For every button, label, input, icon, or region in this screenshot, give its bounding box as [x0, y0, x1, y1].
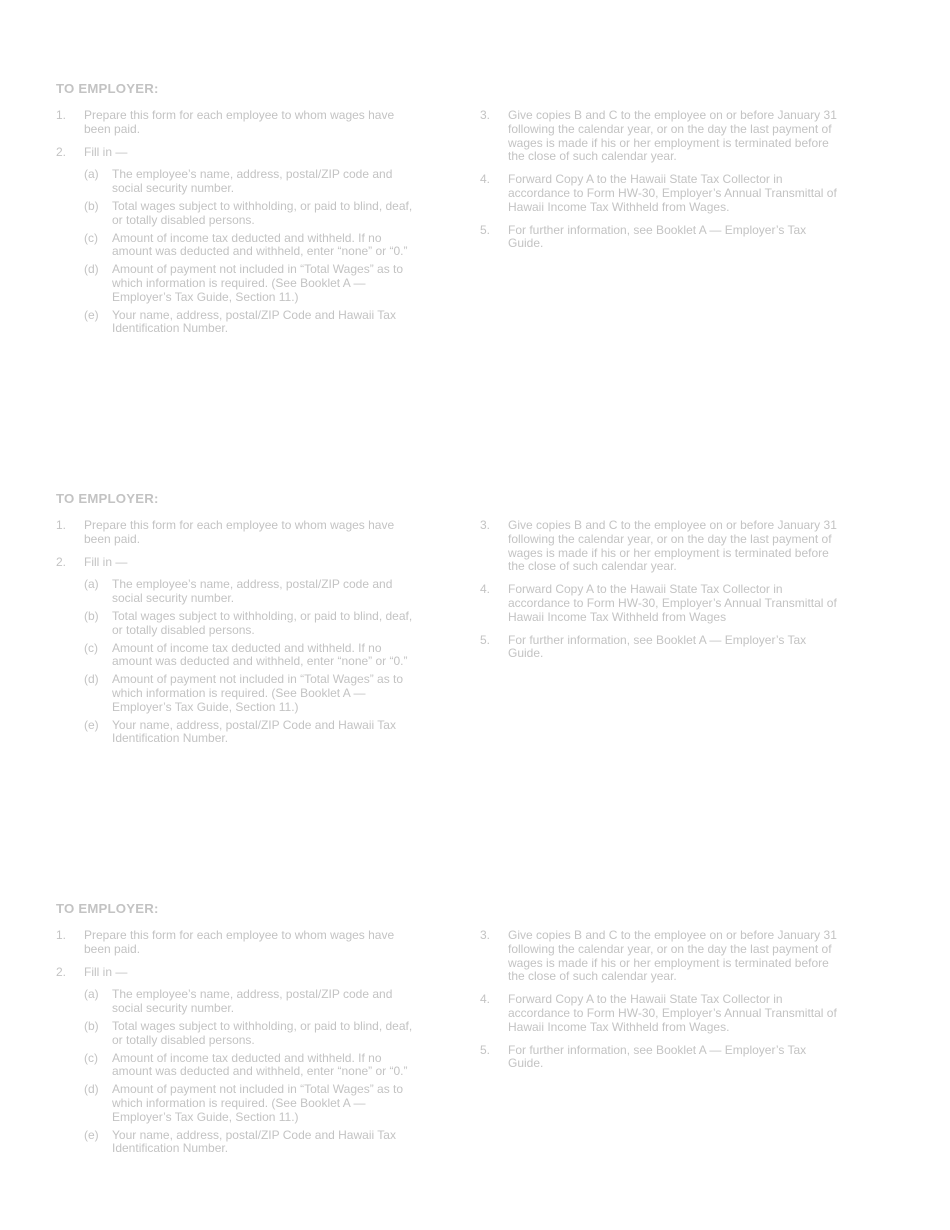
item-number: 5.	[480, 222, 491, 237]
item-number: 1.	[56, 928, 67, 942]
item-text: Fill in —	[84, 554, 128, 569]
item-number: 4.	[480, 992, 491, 1007]
sub-item-text: Amount of income tax deducted and withheld. If no amount was deducted and withheld, enter “none” or “0.”	[112, 1050, 408, 1079]
item-text: Prepare this form for each employee to whom wages have been paid.	[84, 928, 395, 956]
item-number: 3.	[480, 518, 491, 532]
item-text: For further information, see Booklet A — Employer’s Tax Guide.	[508, 222, 807, 251]
fill-in-sublist	[84, 988, 422, 1156]
sub-item-b	[84, 610, 422, 638]
sub-item-d	[84, 1083, 422, 1124]
fill-in-sublist	[84, 578, 422, 746]
sub-item-letter: (a)	[84, 987, 99, 1002]
sub-item-e	[84, 719, 422, 747]
item-number: 4.	[480, 172, 491, 187]
sub-item-text: The employee’s name, address, postal/ZIP code and social security number.	[112, 987, 393, 1016]
list-item-4	[480, 583, 840, 624]
sub-item-a	[84, 578, 422, 606]
list-item-3	[480, 519, 840, 574]
item-number: 4.	[480, 582, 491, 597]
sub-item-letter: (e)	[84, 1127, 99, 1142]
item-text: Prepare this form for each employee to whom wages have been paid.	[84, 518, 395, 546]
right-column	[480, 929, 840, 1080]
sub-item-d	[84, 673, 422, 714]
list-item-3	[480, 929, 840, 984]
item-number: 2.	[56, 554, 67, 569]
sub-item-text: Amount of payment not included in “Total Wages” as to which information is required. (See Booklet A — Employer’s Tax Guide, Section 11.)	[112, 1082, 404, 1124]
sub-item-text: Total wages subject to withholding, or paid to blind, deaf, or totally disabled persons.	[112, 608, 413, 637]
left-column	[56, 519, 422, 750]
item-number: 5.	[480, 632, 491, 647]
sub-item-letter: (b)	[84, 608, 99, 623]
sub-item-letter: (c)	[84, 640, 98, 655]
sub-item-e	[84, 1129, 422, 1157]
item-number: 3.	[480, 108, 491, 122]
sub-item-letter: (d)	[84, 262, 99, 277]
sub-item-a	[84, 988, 422, 1016]
item-number: 3.	[480, 928, 491, 942]
right-column	[480, 519, 840, 670]
instructions-section-3	[0, 902, 950, 1202]
sub-item-letter: (d)	[84, 672, 99, 687]
item-text: Fill in —	[84, 964, 128, 979]
sub-item-text: Amount of income tax deducted and withheld. If no amount was deducted and withheld, enter “none” or “0.”	[112, 640, 408, 669]
sub-item-letter: (c)	[84, 230, 98, 245]
instructions-section-1	[0, 82, 950, 382]
section-heading: TO EMPLOYER:	[56, 491, 159, 506]
left-column	[56, 109, 422, 340]
left-column	[56, 929, 422, 1160]
sub-item-text: Amount of payment not included in “Total Wages” as to which information is required. (See Booklet A — Employer’s Tax Guide, Section 11.)	[112, 672, 404, 714]
sub-item-c	[84, 642, 422, 670]
sub-item-letter: (c)	[84, 1050, 98, 1065]
sub-item-text: Your name, address, postal/ZIP Code and Hawaii Tax Identification Number.	[112, 717, 396, 746]
item-text: For further information, see Booklet A — Employer’s Tax Guide.	[508, 632, 807, 661]
sub-item-text: Amount of income tax deducted and withheld. If no amount was deducted and withheld, enter “none” or “0.”	[112, 230, 408, 259]
item-number: 2.	[56, 964, 67, 979]
sub-item-e	[84, 309, 422, 337]
list-item-1	[56, 109, 422, 137]
sub-item-a	[84, 168, 422, 196]
item-text: Forward Copy A to the Hawaii State Tax Collector in accordance to Form HW-30, Employer’s Annual Transmittal of Hawaii Income Tax Withheld from Wages.	[508, 172, 837, 214]
item-text: For further information, see Booklet A — Employer’s Tax Guide.	[508, 1042, 807, 1071]
list-item-2	[56, 556, 422, 570]
item-number: 5.	[480, 1042, 491, 1057]
item-text: Forward Copy A to the Hawaii State Tax Collector in accordance to Form HW-30, Employer’s Annual Transmittal of Hawaii Income Tax Withheld from Wages	[508, 582, 837, 624]
list-item-5	[480, 1044, 840, 1072]
list-item-5	[480, 224, 840, 252]
sub-item-text: Your name, address, postal/ZIP Code and Hawaii Tax Identification Number.	[112, 307, 396, 336]
section-heading: TO EMPLOYER:	[56, 81, 159, 96]
sub-item-text: Total wages subject to withholding, or paid to blind, deaf, or totally disabled persons.	[112, 1018, 413, 1047]
list-item-5	[480, 634, 840, 662]
right-column	[480, 109, 840, 260]
item-number: 1.	[56, 518, 67, 532]
sub-item-c	[84, 1052, 422, 1080]
list-item-2	[56, 146, 422, 160]
item-text: Fill in —	[84, 144, 128, 159]
sub-item-text: Total wages subject to withholding, or paid to blind, deaf, or totally disabled persons.	[112, 198, 413, 227]
item-text: Prepare this form for each employee to whom wages have been paid.	[84, 108, 395, 136]
list-item-2	[56, 966, 422, 980]
section-heading: TO EMPLOYER:	[56, 901, 159, 916]
instructions-section-2	[0, 492, 950, 792]
sub-item-b	[84, 1020, 422, 1048]
fill-in-sublist	[84, 168, 422, 336]
sub-item-letter: (e)	[84, 307, 99, 322]
sub-item-text: Amount of payment not included in “Total Wages” as to which information is required. (See Booklet A — Employer’s Tax Guide, Section 11.)	[112, 262, 404, 304]
sub-item-c	[84, 232, 422, 260]
sub-item-text: Your name, address, postal/ZIP Code and Hawaii Tax Identification Number.	[112, 1127, 396, 1156]
item-number: 1.	[56, 108, 67, 122]
sub-item-text: The employee’s name, address, postal/ZIP code and social security number.	[112, 577, 393, 606]
sub-item-letter: (a)	[84, 167, 99, 182]
sub-item-text: The employee’s name, address, postal/ZIP code and social security number.	[112, 167, 393, 196]
item-number: 2.	[56, 144, 67, 159]
list-item-1	[56, 929, 422, 957]
sub-item-d	[84, 263, 422, 304]
list-item-1	[56, 519, 422, 547]
list-item-4	[480, 173, 840, 214]
sub-item-letter: (b)	[84, 198, 99, 213]
sub-item-b	[84, 200, 422, 228]
item-text: Give copies B and C to the employee on or before January 31 following the calendar year, or on the day the last payment of wages is made if his or her employment is terminated before the close of such calendar year.	[508, 928, 837, 984]
sub-item-letter: (a)	[84, 577, 99, 592]
list-item-4	[480, 993, 840, 1034]
list-item-3	[480, 109, 840, 164]
sub-item-letter: (d)	[84, 1082, 99, 1097]
item-text: Give copies B and C to the employee on or before January 31 following the calendar year, or on the day the last payment of wages is made if his or her employment is terminated before the close of such calendar year.	[508, 108, 837, 164]
sub-item-letter: (b)	[84, 1018, 99, 1033]
item-text: Forward Copy A to the Hawaii State Tax Collector in accordance to Form HW-30, Employer’s Annual Transmittal of Hawaii Income Tax Withheld from Wages.	[508, 992, 837, 1034]
sub-item-letter: (e)	[84, 717, 99, 732]
item-text: Give copies B and C to the employee on or before January 31 following the calendar year, or on the day the last payment of wages is made if his or her employment is terminated before the close of such calendar year.	[508, 518, 837, 574]
